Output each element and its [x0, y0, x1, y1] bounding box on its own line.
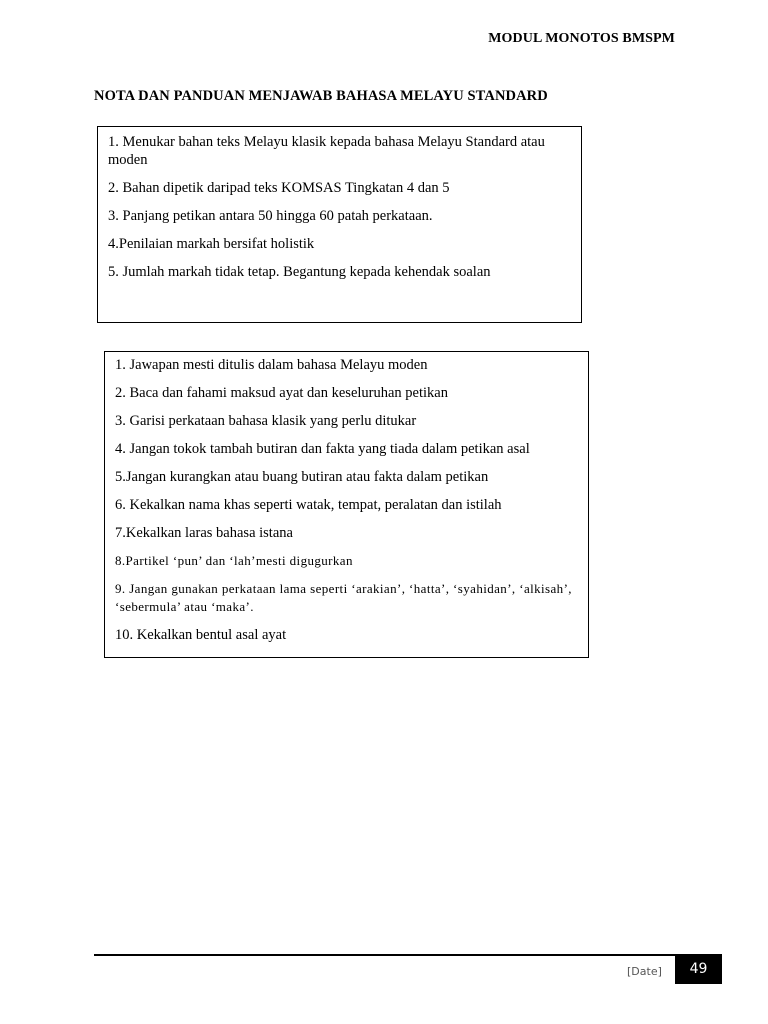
footer-divider	[94, 954, 675, 956]
page-number: 49	[675, 954, 722, 984]
guide-item-7: 7.Kekalkan laras bahasa istana	[115, 525, 293, 541]
notes-item-3: 3. Panjang petikan antara 50 hingga 60 patah perkataan.	[108, 208, 433, 224]
footer-date: [Date]	[627, 965, 662, 978]
notes-item-1: 1. Menukar bahan teks Melayu klasik kepada bahasa Melayu Standard atau moden	[108, 134, 545, 168]
guide-item-8: 8.Partikel ‘pun’ dan ‘lah’mesti digugurkan	[115, 553, 353, 568]
document-title: NOTA DAN PANDUAN MENJAWAB BAHASA MELAYU STANDARD	[94, 88, 548, 104]
guide-item-3: 3. Garisi perkataan bahasa klasik yang perlu ditukar	[115, 413, 417, 429]
notes-item-4: 4.Penilaian markah bersifat holistik	[108, 236, 315, 252]
notes-box	[97, 126, 582, 323]
module-header: MODUL MONOTOS BMSPM	[488, 31, 675, 46]
guide-item-6: 6. Kekalkan nama khas seperti watak, tempat, peralatan dan istilah	[115, 497, 502, 513]
guide-box	[104, 351, 589, 658]
notes-item-2: 2. Bahan dipetik daripad teks KOMSAS Tingkatan 4 dan 5	[108, 180, 450, 196]
guide-item-5: 5.Jangan kurangkan atau buang butiran atau fakta dalam petikan	[115, 469, 489, 485]
guide-item-1: 1. Jawapan mesti ditulis dalam bahasa Melayu moden	[115, 357, 428, 373]
guide-item-10: 10. Kekalkan bentul asal ayat	[115, 627, 287, 643]
guide-item-4: 4. Jangan tokok tambah butiran dan fakta yang tiada dalam petikan asal	[115, 441, 530, 457]
guide-item-9: 9. Jangan gunakan perkataan lama seperti ‘arakian’, ‘hatta’, ‘syahidan’, ‘alkisah’, ‘sebermula’ atau ‘maka’.	[115, 581, 572, 614]
guide-item-2: 2. Baca dan fahami maksud ayat dan keseluruhan petikan	[115, 385, 448, 401]
notes-item-5: 5. Jumlah markah tidak tetap. Begantung kepada kehendak soalan	[108, 264, 491, 280]
